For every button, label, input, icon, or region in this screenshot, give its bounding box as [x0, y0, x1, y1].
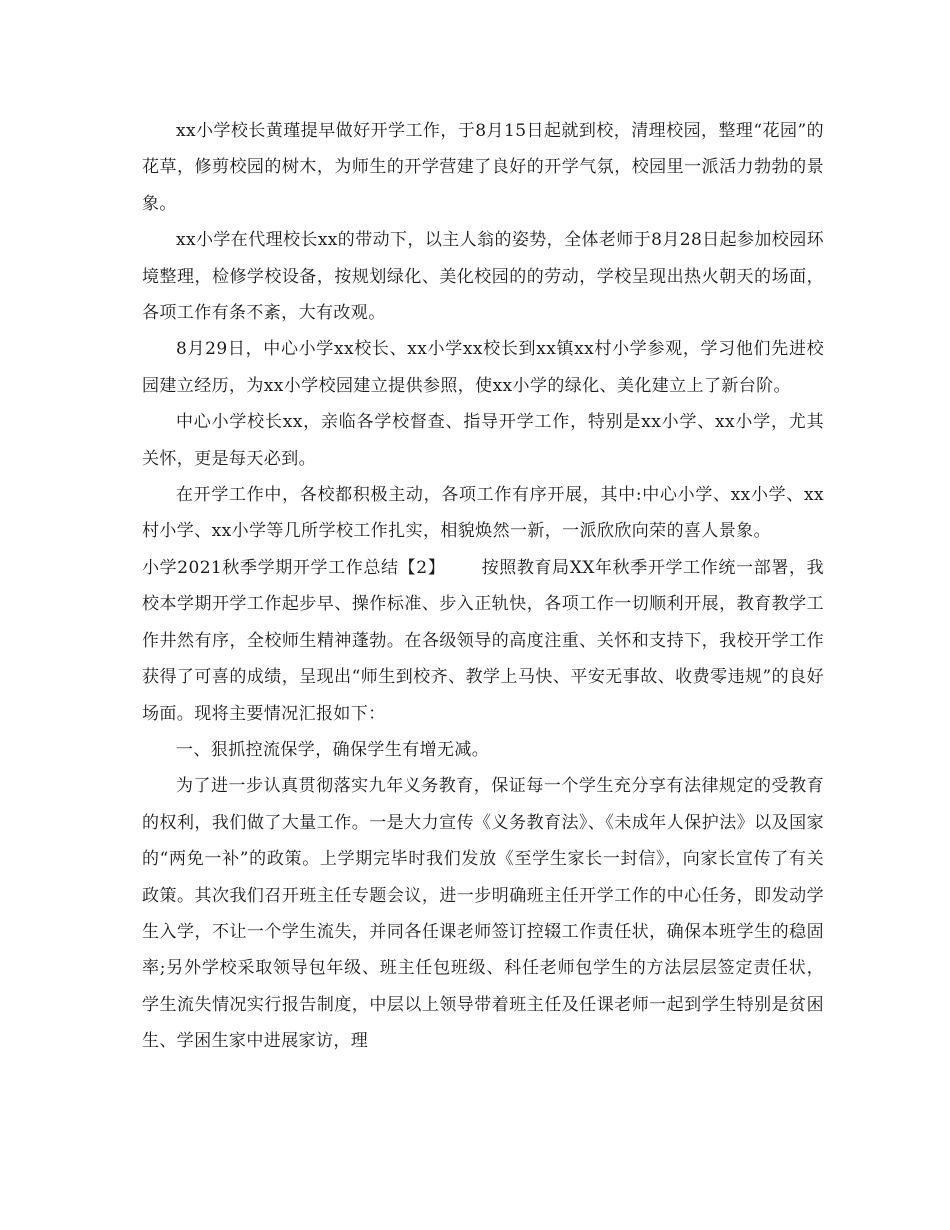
document-body	[142, 113, 824, 1060]
paragraph-2: xx小学在代理校长xx的带动下，以主人翁的姿势，全体老师于8月28日起参加校园环境整理，检修学校设备，按规划绿化、美化校园的的劳动，学校呈现出热火朝天的场面，各项工作有条不紊，大有改观。	[142, 230, 824, 324]
body-paragraph-1: 为了进一步认真贯彻落实九年义务教育，保证每一个学生充分享有法律规定的受教育的权利，我们做了大量工作。一是大力宣传《义务教育法》、《未成年人保护法》以及国家的“两免一补”的政策。上学期完毕时我们发放《至学生家长一封信》，向家长宣传了有关政策。其次我们召开班主任专题会议，进一步明确班主任开学工作的中心任务，即发动学生入学，不让一个学生流失，并同各任课老师签订控辍工作责任状，确保本班学生的稳固率;另外学校采取领导包年级、班主任包班级、科任老师包学生的方法层层签定责任状，学生流失情况实行报告制度，中层以上领导带着班主任及任课老师一起到学生特别是贫困生、学困生家中进展家访，理	[142, 776, 824, 1052]
paragraph-5: 在开学工作中，各校都积极主动，各项工作有序开展，其中:中心小学、xx小学、xx村小学、xx小学等几所学校工作扎实，相貌焕然一新，一派欣欣向荣的喜人景象。	[142, 485, 824, 542]
heading-1: 一、狠抓控流保学，确保学生有增无减。	[176, 739, 490, 760]
section-intro: 按照教育局XX年秋季开学工作统一部署，我校本学期开学工作起步早、操作标准、步入正轨快，各项工作一切顺利开展，教育教学工作井然有序，全校师生精神蓬勃。在各级领导的高度注重、关怀和支持下，我校开学工作获得了可喜的成绩，呈现出“师生到校齐、教学上马快、平安无事故、收费零违规”的良好场面。现将主要情况汇报如下：	[142, 557, 824, 724]
paragraph-4: 中心小学校长xx，亲临各学校督查、指导开学工作，特别是xx小学、xx小学，尤其关怀，更是每天必到。	[142, 412, 824, 469]
paragraph-3: 8月29日，中心小学xx校长、xx小学xx校长到xx镇xx村小学参观，学习他们先进校园建立经历，为xx小学校园建立提供参照，使xx小学的绿化、美化建立上了新台阶。	[142, 339, 824, 396]
section-title: 小学2021秋季学期开学工作总结【2】	[142, 557, 446, 578]
section-paragraph	[142, 550, 824, 732]
paragraph-1: xx小学校长黄瑾提早做好开学工作，于8月15日起就到校，清理校园，整理“花园”的花草，修剪校园的树木，为师生的开学营建了良好的开学气氛，校园里一派活力勃勃的景象。	[142, 121, 824, 214]
